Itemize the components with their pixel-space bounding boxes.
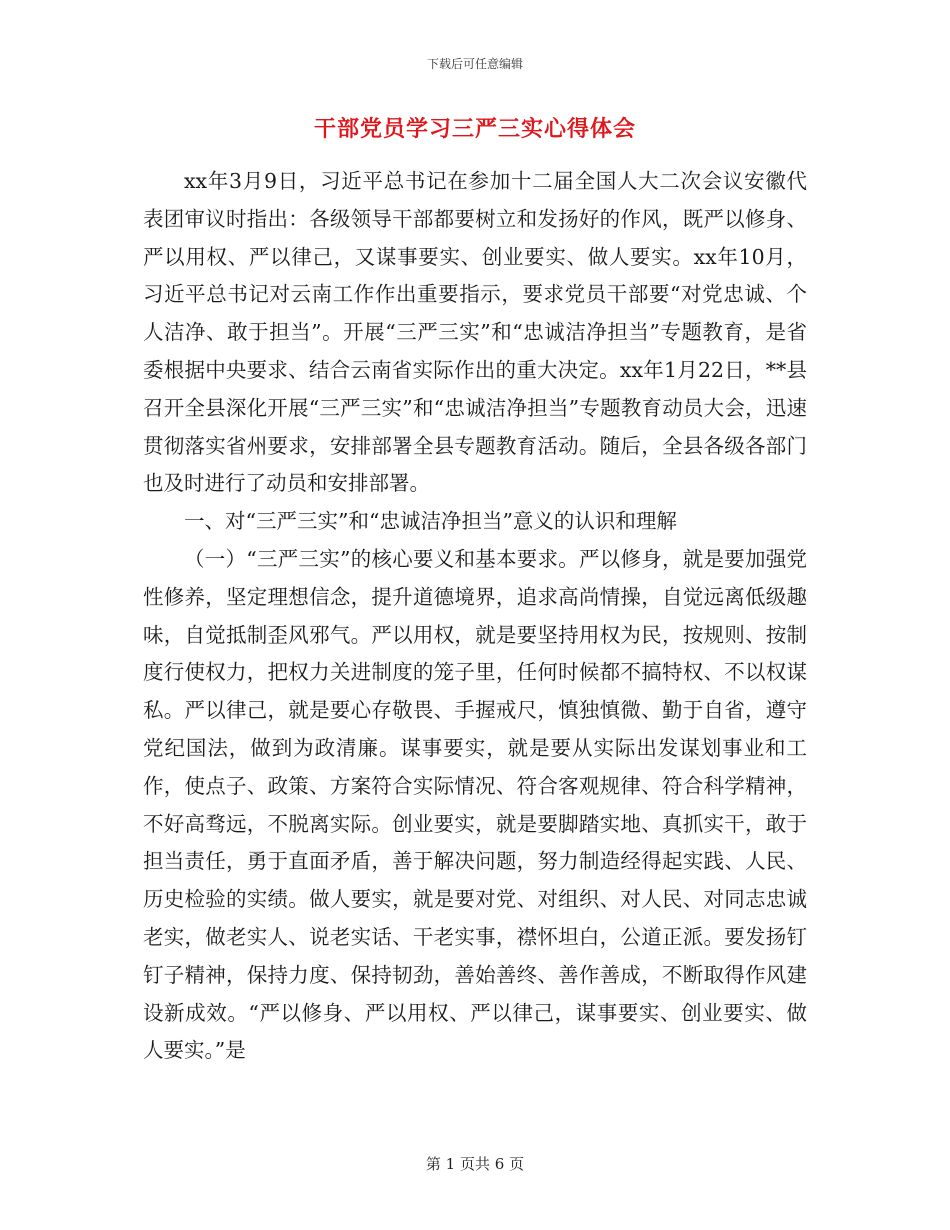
- section-heading: 一、对“三严三实”和“忠诚洁净担当”意义的认识和理解: [184, 509, 677, 534]
- paragraph-subsection-1: （一）“三严三实”的核心要义和基本要求。严以修身，就是要加强党性修养，坚定理想信念，提升道德境界，追求高尚情操，自觉远离低级趣味，自觉抵制歪风邪气。严以用权，就是要坚持用权为民，按规则、按制度行使权力，把权力关进制度的笼子里，任何时候都不搞特权、不以权谋私。严以律己，就是要心存敬畏、手握戒尺，慎独慎微、勤于自省，遵守党纪国法，做到为政清廉。谋事要实，就是要从实际出发谋划事业和工作，使点子、政策、方案符合实际情况、符合客观规律、符合科学精神，不好高骛远，不脱离实际。创业要实，就是要脚踏实地、真抓实干，敢于担当责任，勇于直面矛盾，善于解决问题，努力制造经得起实践、人民、历史检验的实绩。做人要实，就是要对党、对组织、对人民、对同志忠诚老实，做老实人、说老实话、干老实事，襟怀坦白，公道正派。要发扬钉钉子精神，保持力度、保持韧劲，善始善终、善作善成，不断取得作风建设新成效。“严以修身、严以用权、严以律己，谋事要实、创业要实、做人要实。”是: [143, 546, 807, 1063]
- paragraph-intro: xx年3月9日，习近平总书记在参加十二届全国人大二次会议安徽代表团审议时指出：各级领导干部都要树立和发扬好的作风，既严以修身、严以用权、严以律己，又谋事要实、创业要实、做人要实。xx年10月，习近平总书记对云南工作作出重要指示，要求党员干部要“对党忠诚、个人洁净、敢于担当”。开展“三严三实”和“忠诚洁净担当”专题教育，是省委根据中央要求、结合云南省实际作出的重大决定。xx年1月22日，**县召开全县深化开展“三严三实”和“忠诚洁净担当”专题教育动员大会，迅速贯彻落实省州要求，安排部署全县专题教育活动。随后，全县各级各部门也及时进行了动员和安排部署。: [143, 169, 807, 496]
- page-footer: 第 1 页共 6 页: [425, 1155, 525, 1173]
- document-title: 干部党员学习三严三实心得体会: [313, 116, 636, 142]
- document-body: [143, 163, 807, 1070]
- header-note: 下载后可任意编辑: [426, 57, 523, 71]
